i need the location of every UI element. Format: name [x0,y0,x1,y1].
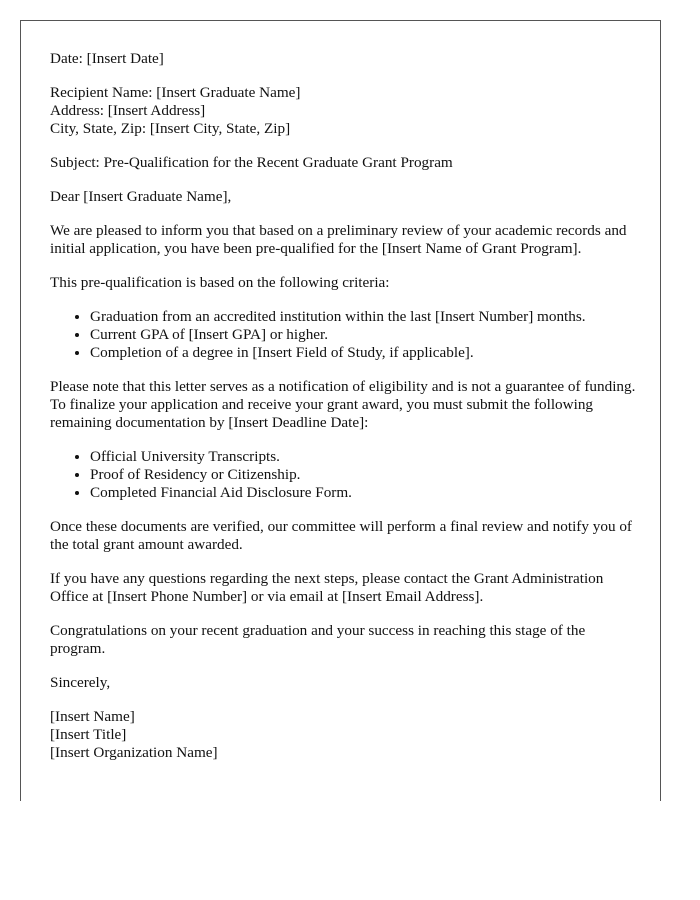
criteria-item: • Current GPA of [Insert GPA] or higher. [90,326,640,344]
document-item: • Completed Financial Aid Disclosure Form. [90,484,640,502]
letter-body [50,50,640,778]
signature-org-line: [Insert Organization Name] [50,744,218,761]
verification-paragraph: Once these documents are verified, our committee will perform a final review and notify you of the total grant amount awarded. [50,518,632,553]
criteria-intro: This pre-qualification is based on the following criteria: [50,274,390,291]
notice-paragraph: Please note that this letter serves as a notification of eligibility and is not a guarantee of funding. To finalize your application and receive your grant award, you must submit the following remaining documentation by [Insert Deadline Date]: [50,378,636,431]
date-line: Date: [Insert Date] [50,50,164,67]
subject-line: Subject: Pre-Qualification for the Recent Graduate Grant Program [50,154,453,171]
recipient-block [50,84,640,138]
letter-page [20,20,661,801]
closing: Sincerely, [50,674,111,691]
signature-title-line: [Insert Title] [50,726,127,743]
criteria-item: • Completion of a degree in [Insert Field of Study, if applicable]. [90,344,640,362]
recipient-name-line: Recipient Name: [Insert Graduate Name] [50,84,301,101]
intro-paragraph: We are pleased to inform you that based on a preliminary review of your academic records and initial application, you have been pre-qualified for the [Insert Name of Grant Program]. [50,222,627,257]
document-item: • Official University Transcripts. [90,448,640,466]
criteria-item: • Graduation from an accredited institution within the last [Insert Number] months. [90,308,640,326]
criteria-list [50,308,640,362]
recipient-city-line: City, State, Zip: [Insert City, State, Zip] [50,120,291,137]
signature-block [50,708,640,762]
documents-list [50,448,640,502]
document-item: • Proof of Residency or Citizenship. [90,466,640,484]
signature-name-line: [Insert Name] [50,708,135,725]
congrats-paragraph: Congratulations on your recent graduation and your success in reaching this stage of the program. [50,622,586,657]
salutation: Dear [Insert Graduate Name], [50,188,232,205]
contact-paragraph: If you have any questions regarding the next steps, please contact the Grant Administration Office at [Insert Phone Number] or via email at [Insert Email Address]. [50,570,604,605]
recipient-address-line: Address: [Insert Address] [50,102,206,119]
